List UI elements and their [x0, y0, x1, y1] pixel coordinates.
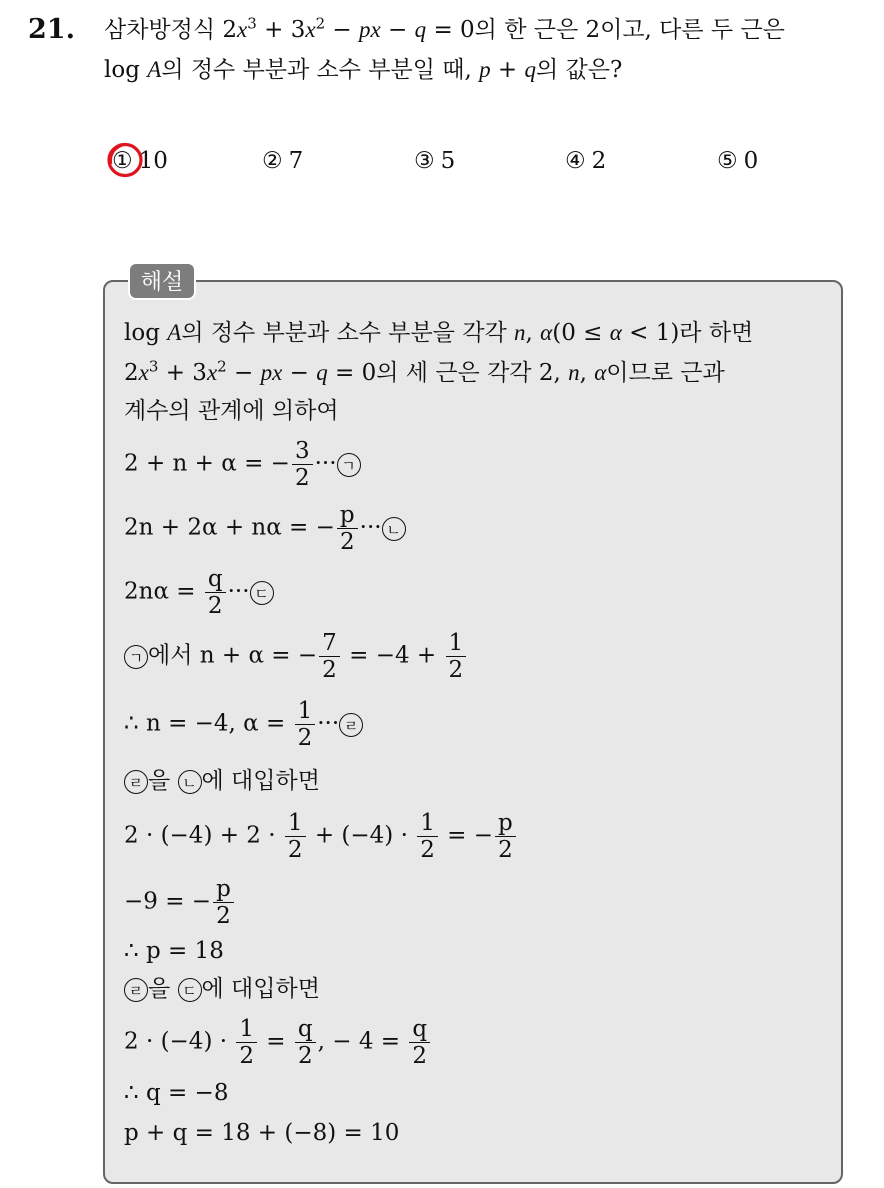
equation-3: 2nα = $\frac{q}{2}$ ··· ㄷ — [124, 566, 274, 619]
equation-10: ∴ q = −8 — [124, 1080, 229, 1106]
choice-1[interactable]: ① 10 — [112, 144, 168, 178]
solution-label: 해설 — [128, 262, 196, 300]
solution-line-3: 계수의 관계에 의하여 — [124, 398, 339, 424]
equation-1: 2 + n + α = − $\frac{3}{2}$ ··· ㄱ — [124, 438, 361, 491]
equation-7: −9 = − $\frac{p}{2}$ — [124, 876, 236, 929]
equation-4: ㄱ 에서 n + α = − $\frac{7}{2}$ = −4 + $\frac{1}{2}$ — [124, 630, 468, 683]
choice-5[interactable]: ⑤ 0 — [717, 148, 759, 174]
question-line-1: 삼차방정식 $2x^3 + 3x^2$ − px − q = 0의 한 근은 2이고, 다른 두 근은 — [104, 14, 785, 43]
equation-2: 2n + 2α + nα = − $\frac{p}{2}$ ··· ㄴ — [124, 502, 406, 555]
question-number: 21. — [28, 14, 75, 45]
solution-line-4: ㄹ 을 ㄴ 에 대입하면 — [124, 764, 320, 798]
solution-line-2: $2x^3 + 3x^2$ − px − q = 0의 세 근은 각각 2, n, α이므로 근과 — [124, 357, 725, 386]
equation-8: ∴ p = 18 — [124, 938, 224, 964]
equation-11: p + q = 18 + (−8) = 10 — [124, 1120, 400, 1146]
choice-2[interactable]: ② 7 — [262, 148, 304, 174]
equation-5: ∴ n = −4, α = $\frac{1}{2}$ ··· ㄹ — [124, 698, 363, 751]
choice-3[interactable]: ③ 5 — [414, 148, 456, 174]
solution-line-1: log A의 정수 부분과 소수 부분을 각각 n, α(0 ≤ α < 1)라 하면 — [124, 320, 754, 346]
selected-circle-mark — [105, 140, 145, 180]
question-line-2: log A의 정수 부분과 소수 부분일 때, p + q의 값은? — [104, 57, 623, 83]
choice-4[interactable]: ④ 2 — [565, 148, 607, 174]
equation-6: 2 · (−4) + 2 · $\frac{1}{2}$ + (−4) · $\frac{1}{2}$ = − $\frac{p}{2}$ — [124, 810, 518, 863]
equation-9: 2 · (−4) · $\frac{1}{2}$ = $\frac{q}{2}$ , − 4 = $\frac{q}{2}$ — [124, 1016, 432, 1069]
solution-line-5: ㄹ 을 ㄷ 에 대입하면 — [124, 972, 320, 1006]
